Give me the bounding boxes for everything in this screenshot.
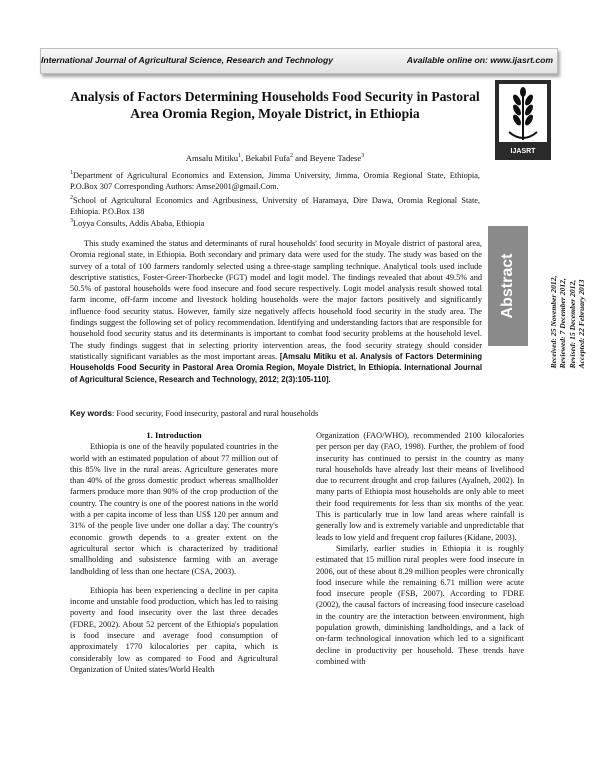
logo-text: IJASRT [510, 148, 536, 155]
affiliation-text: Loyya Consults, Addis Ababa, Ethiopia [73, 218, 205, 228]
left-column [70, 430, 278, 675]
keywords-label: Key words [70, 408, 112, 418]
paragraph: Organization (FAO/WHO), recommended 2100 kilocalories per person per day (FAO, 1998). Further, the problem of food insecurity has continued to persist in the country as many rural households have already lost their means of livelihood due to recurrent drought and crop failures (Ayalneh, 2002). In many parts of Ethiopia most households are only able to meet their food requirements for less than six months of the year. This is particularly true in low land areas where rainfall is generally low and is extremely variable and unpredictable that leads to low yield and frequent crop failures (Kidane, 2003). [316, 431, 524, 542]
affiliation-marker: 3 [70, 218, 73, 224]
submission-dates [549, 276, 587, 369]
author-superscript: 3 [361, 153, 365, 160]
section-heading: 1. Introduction [146, 430, 202, 440]
affiliation [70, 193, 480, 218]
affiliation-marker: 1 [70, 170, 73, 176]
abstract-text: This study examined the status and determinants of rural households' food security in Moyale district of pastoral area, Oromia regional state, in Ethiopia. Both secondary and primary data were used for the study. The study was based on the survey of a total of 100 farmers randomly selected using a three-stage sampling technique. Analytical tools used include descriptive statistics, Foster-Greer-Thorbecke (FGT) model and logit model. The findings revealed that about 49.5% and 50.5% of pastoral households were food insecure and food secure respectively. Logit model analysis result showed total farm income, off-farm income and livestock holding households were the major factors positively and significantly influence food security status. However, family size negatively affects household food security in the study area. The findings suggest the following set of policy recommendation. Identifying and understanding factors that are responsible for household food security status and its determinants is important to combat food security problems at the household level. The study findings suggest that in selecting priority intervention areas, the food security strategy should consider statistically significant variables as the most important areas. [70, 239, 482, 361]
affiliation [70, 168, 480, 193]
author-name: Bekabil Fufa [245, 153, 290, 163]
journal-logo-icon [495, 80, 551, 160]
date-received: Received: 25 November 2012, [549, 275, 559, 369]
online-url: Available online on: www.ijasrt.com [406, 55, 553, 65]
paragraph: Ethiopia has been experiencing a decline in per capita income and unstable food production, which has led to raising poverty and food insecurity over the last three decades (FDRE, 2002). About 52 percent of the Ethiopia's population is food insecure and average food consumption of approximately 1770 kilocalories per capita, which is considerably low as compared to Food and Agricultural Organization of United states/World Health [70, 585, 278, 674]
right-column [316, 430, 524, 667]
abstract-label: Abstract [499, 253, 516, 319]
abstract-body [70, 238, 482, 385]
paragraph: Similarly, earlier studies in Ethiopia it is roughly estimated that 15 million rural peoples were food insecure in 2006, out of these about 8.29 million peoples were chronically food insecure while the remaining 6.71 million were acute food insecure people (FSB, 2007). According to FDRE (2002), the causal factors of increasing food insecure caseload in the country are the interaction between environment, high population growth, diminishing landholdings, and a lack of on-farm technological innovation which led to a significant decline in productivity per household. These trends have combined with [316, 543, 524, 666]
author-name: Amsalu Mitiku [185, 153, 239, 163]
citation: [Amsalu Mitiku et al. Analysis of Factors Determining Households Food Security in Pastoral Area Oromia Region, Moyale District, In Ethiopia. International Journal of Agricultural Science, Research and Technology, 2012; 2(3):105-110]. [70, 351, 482, 384]
paper-title: Analysis of Factors Determining Households Food Security in Pastoral Area Oromia Region, Moyale District, in Ethiopia [70, 89, 480, 121]
journal-name: International Journal of Agricultural Science, Research and Technology [41, 55, 334, 65]
affiliation [70, 216, 480, 229]
paragraph: Ethiopia is one of the heavily populated countries in the world with an estimated population of about 77 million out of this 85% live in the rural areas. Agriculture generates more than 40% of the gross domestic product whereas smallholder farmers produce more than 90% of the crop production of the country. The country is one of the poorest nations in the world with a per capita income of less than US$ 120 per annum and 31% of the people live under one dollar a day. The country's economic growth depends to a greater extent on the agricultural sector which is characterized by traditional smallholding and subsistence farming with an average landholding of less than one hectare (CSA, 2003). [70, 442, 278, 576]
author-list: Amsalu Mitiku$^1$, Bekabil Fufa$^2$ and Beyene Tadese$^3$ [185, 153, 365, 163]
author-superscript: 2 [290, 153, 293, 160]
keywords [70, 408, 482, 418]
affiliation-text: School of Agricultural Economics and Agribusiness, University of Haramaya, Dire Dawa, Oromia Regional State, Ethiopia. P.O.Box 138 [70, 195, 480, 217]
keywords-text: : Food security, Food insecurity, pastoral and rural households [111, 409, 319, 418]
affiliation-marker: 2 [70, 195, 73, 201]
author-superscript: 1 [238, 153, 242, 160]
date-reviewed: Reviewed: 7 December 2012, [558, 278, 568, 369]
abstract-sidebar-box [488, 226, 528, 346]
affiliation-text: Department of Agricultural Economics and Extension, Jimma University, Jimma, Oromia Regional State, Ethiopia, P.O.Box 307 Corresponding Authors: Amse2001@gmail.Com. [70, 170, 480, 192]
author-conjunction: and [293, 153, 310, 163]
journal-header-bar [40, 48, 558, 74]
author-name: Beyene Tadese [309, 153, 362, 163]
date-accepted: Accepted: 22 February 2013 [577, 279, 587, 369]
date-revised: Revised: 15 December 2012, [568, 279, 577, 369]
